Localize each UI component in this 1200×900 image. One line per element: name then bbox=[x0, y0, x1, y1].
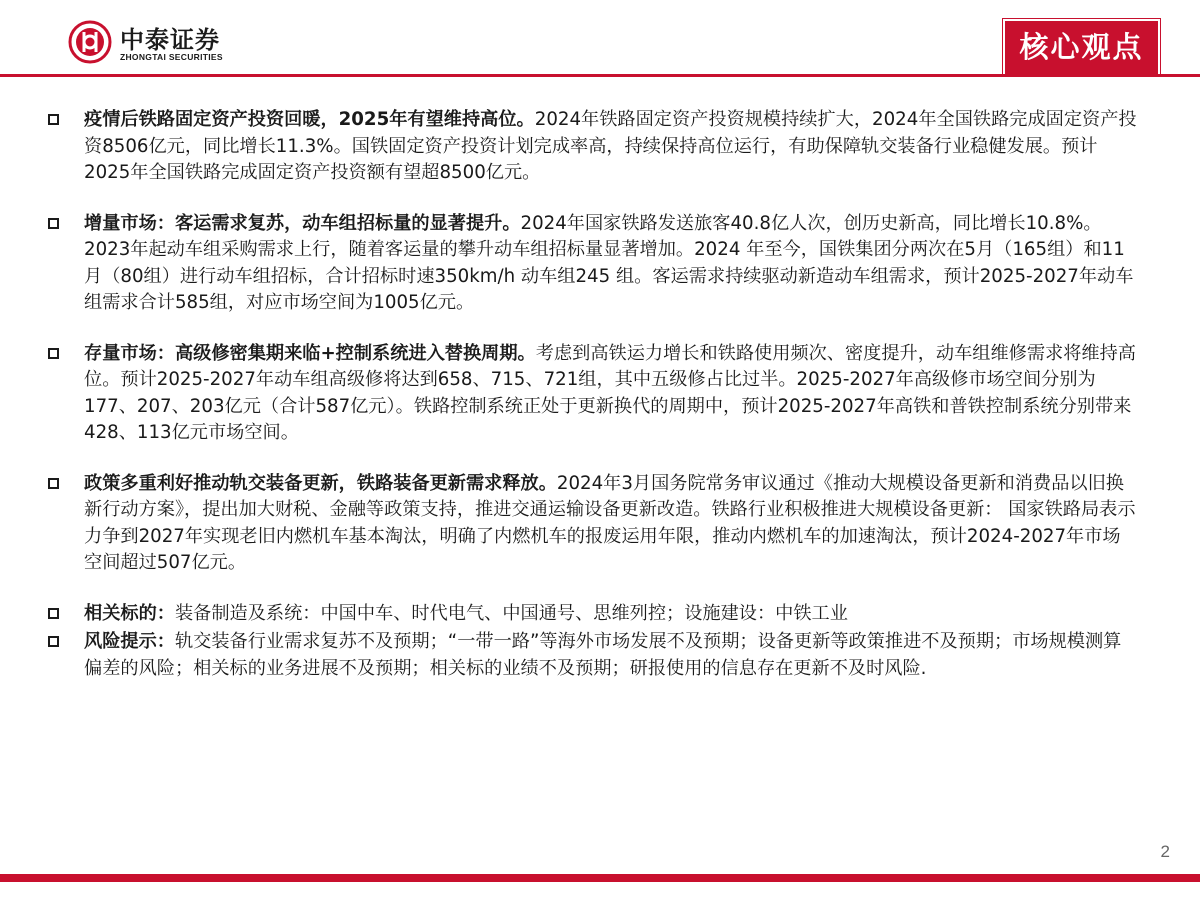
point-related-targets bbox=[48, 601, 1138, 628]
checkbox-bullet-icon bbox=[48, 636, 59, 647]
checkbox-bullet-icon bbox=[48, 218, 59, 229]
key-points bbox=[48, 107, 1138, 682]
point-lead: 存量市场：高级修密集期来临+控制系统进入替换周期。 bbox=[84, 342, 536, 364]
zhongtai-logo-icon bbox=[68, 20, 112, 64]
point-stock-market bbox=[48, 341, 1138, 447]
point-body: 2024年3月国务院常务审议通过《推动大规模设备更新和消费品以旧换新行动方案》，提出加大财税、金融等政策支持，推进交通运输设备更新改造。铁路行业积极推进大规模设备更新： 国家铁路局表示力争到2027年实现老旧内燃机车基本淘汰，明确了内燃机车的报废运用年限，推动内燃机车的加速淘汰，预计2024-2027年市场空间超过507亿元。 bbox=[84, 472, 1136, 573]
point-lead: 疫情后铁路固定资产投资回暖，2025年有望维持高位。 bbox=[84, 109, 535, 130]
header-divider bbox=[0, 74, 1200, 77]
footer-divider bbox=[0, 874, 1200, 882]
brand-name-cn: 中泰证券 bbox=[120, 26, 220, 54]
checkbox-bullet-icon bbox=[48, 608, 59, 619]
point-risk-warning bbox=[48, 629, 1138, 682]
brand-logo bbox=[68, 18, 248, 68]
point-lead: 政策多重利好推动轨交装备更新，铁路装备更新需求释放。 bbox=[84, 472, 557, 494]
point-body: 装备制造及系统：中国中车、时代电气、中国通号、思维列控；设施建设：中铁工业 bbox=[174, 602, 848, 624]
point-policy bbox=[48, 471, 1138, 577]
point-lead: 风险提示： bbox=[84, 631, 175, 652]
point-body: 2024年铁路固定资产投资规模持续扩大，2024年全国铁路完成固定资产投资8506亿元，同比增长11.3%。国铁固定资产投资计划完成率高，持续保持高位运行，有助保障轨交装备行业稳健发展。预计2025年全国铁路完成固定资产投资额有望超8500亿元。 bbox=[84, 109, 1137, 183]
section-title: 核心观点 bbox=[1003, 19, 1160, 76]
point-body: 2024年国家铁路发送旅客40.8亿人次，创历史新高，同比增长10.8%。2023年起动车组采购需求上行，随着客运量的攀升动车组招标量显著增加。2024 年至今，国铁集团分两次在5月（165组）和11月（80组）进行动车组招标，合计招标时速350km/h 动车组245 组。客运需求持续驱动新造动车组需求，预计2025-2027年动车组需求合计585组，对应市场空间为1005亿元。 bbox=[84, 212, 1134, 313]
checkbox-bullet-icon bbox=[48, 478, 59, 489]
point-incremental-market bbox=[48, 211, 1138, 317]
page-number: 2 bbox=[1160, 842, 1170, 861]
point-body: 轨交装备行业需求复苏不及预期；“一带一路”等海外市场发展不及预期；设备更新等政策推进不及预期；市场规模测算偏差的风险；相关标的业务进展不及预期；相关标的业绩不及预期；研报使用的信息存在更新不及时风险. bbox=[84, 631, 1122, 679]
point-fixed-asset-investment bbox=[48, 107, 1138, 187]
brand-name-en: ZHONGTAI SECURITIES bbox=[120, 52, 223, 62]
checkbox-bullet-icon bbox=[48, 114, 59, 125]
point-lead: 相关标的： bbox=[84, 602, 175, 624]
point-body: 考虑到高铁运力增长和铁路使用频次、密度提升，动车组维修需求将维持高位。预计2025-2027年动车组高级修将达到658、715、721组，其中五级修占比过半。2025-2027年高级修市场空间分别为177、207、203亿元（合计587亿元）。铁路控制系统正处于更新换代的周期中，预计2025-2027年高铁和普铁控制系统分别带来428、113亿元市场空间。 bbox=[84, 342, 1136, 443]
checkbox-bullet-icon bbox=[48, 348, 59, 359]
point-lead: 增量市场：客运需求复苏，动车组招标量的显著提升。 bbox=[84, 212, 521, 234]
